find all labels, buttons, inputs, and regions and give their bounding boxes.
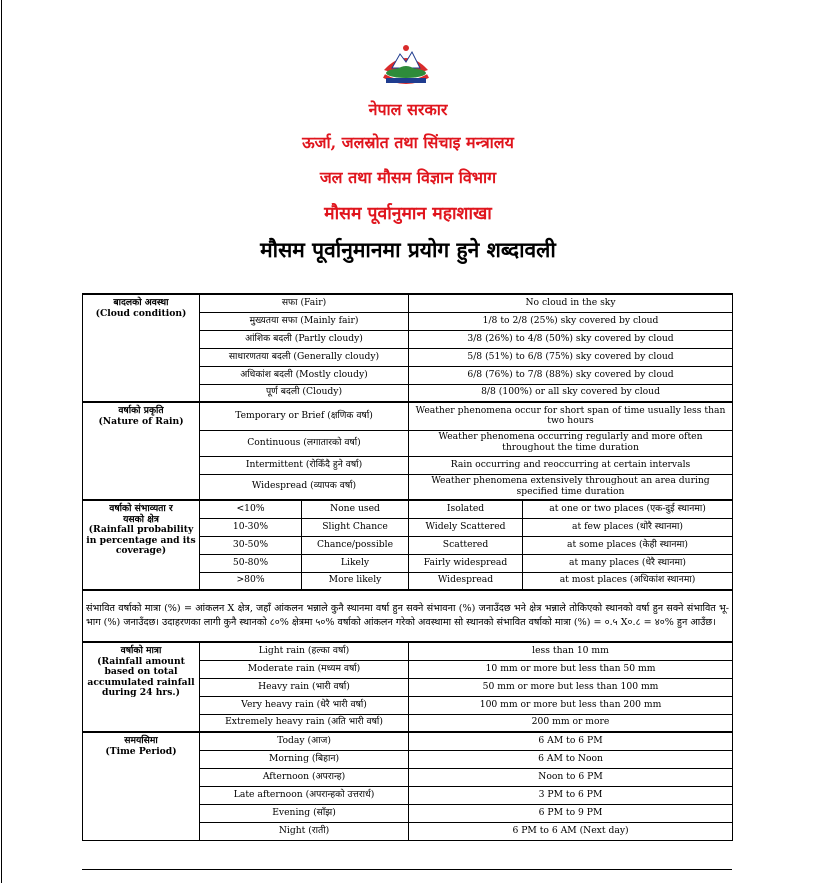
percentage-cell: 50-80% (200, 554, 302, 572)
percentage-cell: 10-30% (200, 518, 302, 536)
page-title: मौसम पूर्वानुमानमा प्रयोग हुने शब्दावली (260, 237, 556, 262)
probability-term-cell: None used (302, 500, 409, 518)
percentage-cell: >80% (200, 572, 302, 590)
term-cell: Morning (बिहान) (200, 750, 409, 768)
ministry-name: ऊर्जा, जलस्रोत तथा सिंचाइ मन्त्रालय (302, 133, 514, 152)
category-cell (83, 294, 200, 402)
nepal-government-emblem-icon (378, 40, 434, 90)
term-cell: Moderate rain (मध्यम वर्षा) (200, 660, 409, 678)
note-row (83, 590, 733, 642)
coverage-description-cell: at one or two places (एक-दुई स्थानमा) (523, 500, 733, 518)
amount-category-en: (Rainfall amount based on total accumulated rainfall during 24 hrs.) (87, 655, 195, 699)
term-cell: Continuous (लगातारको वर्षा) (200, 430, 409, 456)
probability-term-cell: Slight Chance (302, 518, 409, 536)
description-cell: 100 mm or more but less than 200 mm (409, 696, 733, 714)
category-cell (83, 642, 200, 732)
table-row (83, 294, 733, 312)
term-cell: मुख्यतया सफा (Mainly fair) (200, 312, 409, 330)
coverage-term-cell: Fairly widespread (409, 554, 523, 572)
table-bottom-rule (82, 869, 732, 870)
description-cell: 8/8 (100%) or all sky covered by cloud (409, 384, 733, 402)
cloud-category-en: (Cloud condition) (95, 307, 187, 319)
description-cell: 6 AM to 6 PM (409, 732, 733, 750)
term-cell: Late afternoon (अपरान्हको उत्तरार्ध) (200, 786, 409, 804)
government-name: नेपाल सरकार (368, 100, 448, 119)
description-cell: Weather phenomena occur for short span of time usually less than two hours (409, 402, 733, 430)
category-cell (83, 732, 200, 840)
description-cell: 200 mm or more (409, 714, 733, 732)
description-cell: Weather phenomena extensively throughout an area during specified time duration (409, 474, 733, 500)
term-cell: Heavy rain (भारी वर्षा) (200, 678, 409, 696)
probability-note: संभावित वर्षाको मात्रा (%) = आंकलन X क्षेत्र, जहाँ आंकलन भन्नाले कुनै स्थानमा वर्षा हुन सक्ने संभावना (%) जनाउँदछ भने क्षेत्र भन्नाले तोकिएको स्थानको वर्षा हुन सक्ने संभावित भू-भाग (%) जनाउँदछ। उदाहरणका लागी कुनै स्थानको ८०% क्षेत्रमा ५०% वर्षाको आंकलन गरेको अवस्थामा सो स्थानको संभावित वर्षाको मात्रा (%) = ०.५ X०.८ = ४०% हुन आउँछ। (83, 590, 733, 642)
term-cell: सफा (Fair) (200, 294, 409, 312)
term-cell: Temporary or Brief (क्षणिक वर्षा) (200, 402, 409, 430)
description-cell: No cloud in the sky (409, 294, 733, 312)
description-cell: 6/8 (76%) to 7/8 (88%) sky covered by cloud (409, 366, 733, 384)
term-cell: Night (राती) (200, 822, 409, 840)
term-cell: Evening (साँझ) (200, 804, 409, 822)
description-cell: 3 PM to 6 PM (409, 786, 733, 804)
table-row (83, 732, 733, 750)
description-cell: Rain occurring and reoccurring at certain intervals (409, 456, 733, 474)
cloud-category-np: बादलको अवस्था (113, 297, 169, 308)
description-cell: 5/8 (51%) to 6/8 (75%) sky covered by cloud (409, 348, 733, 366)
term-cell: आंशिक बदली (Partly cloudy) (200, 330, 409, 348)
coverage-term-cell: Widespread (409, 572, 523, 590)
probability-category-np: वर्षाको संभाव्यता र (109, 503, 173, 514)
coverage-description-cell: at some places (केही स्थानमा) (523, 536, 733, 554)
coverage-description-cell: at few places (थोरै स्थानमा) (523, 518, 733, 536)
description-cell: 6 PM to 6 AM (Next day) (409, 822, 733, 840)
term-cell: Today (आज) (200, 732, 409, 750)
coverage-description-cell: at many places (धेरै स्थानमा) (523, 554, 733, 572)
term-cell: Intermittent (रोकिँदै हुने वर्षा) (200, 456, 409, 474)
term-cell: Very heavy rain (धेरै भारी वर्षा) (200, 696, 409, 714)
table-row (83, 642, 733, 660)
division-name: मौसम पूर्वानुमान महाशाखा (324, 204, 492, 224)
probability-category-en: (Rainfall probability in percentage and its coverage) (86, 524, 196, 557)
description-cell: 6 PM to 9 PM (409, 804, 733, 822)
description-cell: less than 10 mm (409, 642, 733, 660)
table-row (83, 402, 733, 430)
probability-category-np2: यसको क्षेत्र (123, 513, 159, 525)
description-cell: Noon to 6 PM (409, 768, 733, 786)
term-cell: Light rain (हल्का वर्षा) (200, 642, 409, 660)
rain-nature-category-np: वर्षाको प्रकृति (118, 405, 164, 416)
description-cell: 10 mm or more but less than 50 mm (409, 660, 733, 678)
coverage-term-cell: Isolated (409, 500, 523, 518)
probability-term-cell: Chance/possible (302, 536, 409, 554)
probability-term-cell: Likely (302, 554, 409, 572)
term-cell: अधिकांश बदली (Mostly cloudy) (200, 366, 409, 384)
amount-category-np: वर्षाको मात्रा (120, 645, 162, 656)
category-cell (83, 402, 200, 500)
percentage-cell: 30-50% (200, 536, 302, 554)
weather-terminology-table (82, 293, 733, 841)
description-cell: 6 AM to Noon (409, 750, 733, 768)
term-cell: पूर्ण बदली (Cloudy) (200, 384, 409, 402)
period-category-en: (Time Period) (105, 745, 177, 757)
rain-nature-category-en: (Nature of Rain) (98, 415, 184, 427)
description-cell: 3/8 (26%) to 4/8 (50%) sky covered by cloud (409, 330, 733, 348)
coverage-term-cell: Scattered (409, 536, 523, 554)
table-row (83, 500, 733, 518)
percentage-cell: <10% (200, 500, 302, 518)
term-cell: Widespread (व्यापक वर्षा) (200, 474, 409, 500)
period-category-np: समयसिमा (124, 735, 158, 746)
description-cell: Weather phenomena occurring regularly and more often throughout the time duration (409, 430, 733, 456)
term-cell: Extremely heavy rain (अति भारी वर्षा) (200, 714, 409, 732)
term-cell: साधारणतया बदली (Generally cloudy) (200, 348, 409, 366)
description-cell: 50 mm or more but less than 100 mm (409, 678, 733, 696)
probability-term-cell: More likely (302, 572, 409, 590)
term-cell: Afternoon (अपरान्ह) (200, 768, 409, 786)
category-cell (83, 500, 200, 590)
coverage-term-cell: Widely Scattered (409, 518, 523, 536)
department-name: जल तथा मौसम विज्ञान विभाग (319, 168, 497, 187)
coverage-description-cell: at most places (अधिकांश स्थानमा) (523, 572, 733, 590)
description-cell: 1/8 to 2/8 (25%) sky covered by cloud (409, 312, 733, 330)
